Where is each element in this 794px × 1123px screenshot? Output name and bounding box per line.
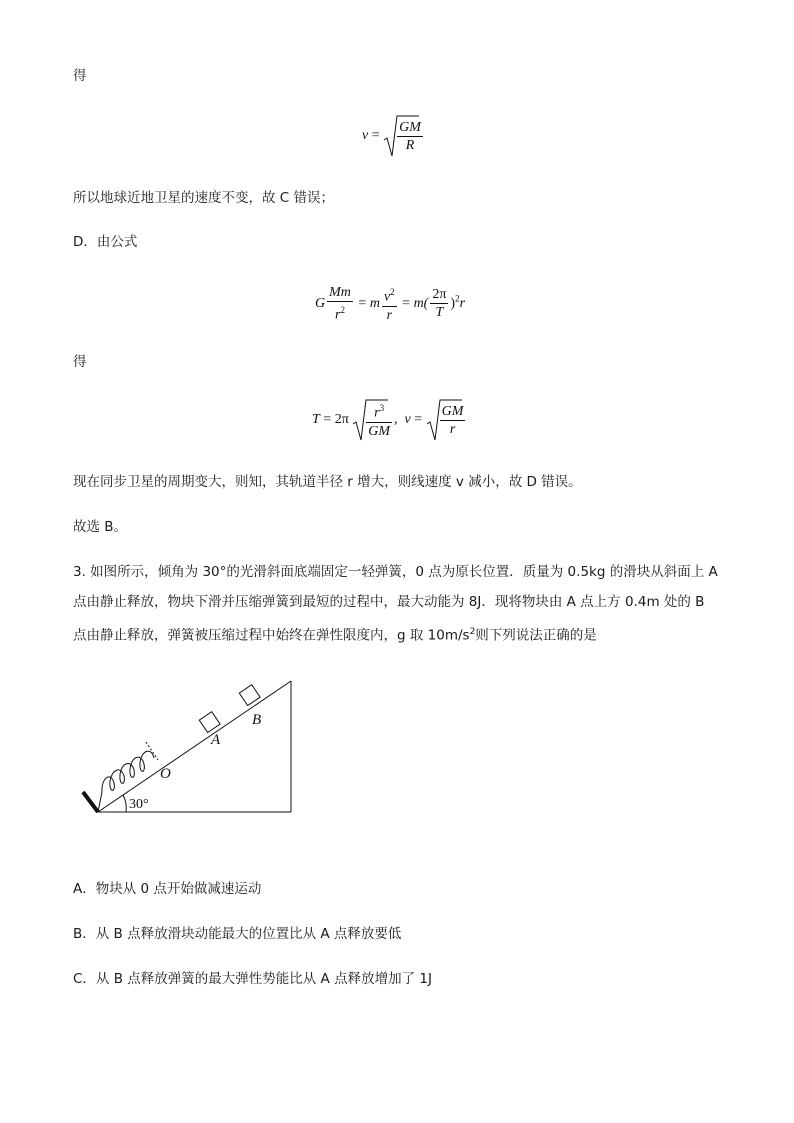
eq2-r: r	[335, 307, 341, 323]
eq2-2pi: 2π	[432, 287, 447, 303]
question3-line1: 3. 如图所示，倾角为 30°的光滑斜面底端固定一轻弹簧，0 点为原长位置．质量为 0.5kg 的滑块从斜面上 A	[73, 564, 718, 580]
equation-orbital-velocity	[362, 114, 425, 158]
eq2-G: G	[315, 296, 326, 312]
question3-line3-a: 点由静止释放，弹簧被压缩过程中始终在弹性限度内，g 取 10m/s	[73, 627, 470, 644]
block-a-icon	[199, 712, 220, 733]
eq2-m1: m	[369, 296, 380, 312]
eq2-v-exp: 2	[390, 287, 395, 297]
eq2-frac-v2-r	[382, 284, 397, 324]
incline-figure	[78, 672, 318, 822]
label-a: A	[211, 732, 221, 748]
incline-triangle	[98, 681, 291, 812]
angle-arc-icon	[123, 795, 126, 812]
eq3-comma: ,	[394, 412, 398, 428]
eq2-r-exp: 2	[340, 305, 345, 315]
question3-line3-b: 则下列说法正确的是	[475, 627, 597, 644]
eq3-gm: GM	[368, 423, 391, 439]
eq3-v: v	[404, 412, 411, 428]
eq3-frac-r3-gm	[366, 400, 392, 440]
eq3-r: r	[374, 405, 380, 421]
eq3-r-exp: 3	[379, 403, 385, 414]
eq3-gm2: GM	[441, 403, 464, 419]
question3-line3	[73, 622, 597, 646]
eq1-lhs: v	[362, 128, 369, 144]
eq1-fraction	[397, 119, 423, 154]
label-o: O	[160, 766, 171, 782]
label-angle: 30°	[129, 797, 149, 812]
eq2-frac-2pi-T	[430, 286, 448, 321]
text-de-2: 得	[73, 354, 87, 370]
eq1-numerator: GM	[399, 119, 421, 135]
text-d-body: 现在同步卫星的周期变大，则知，其轨道半径 r 增大，则线速度 v 减小，故 D 错误。	[73, 474, 582, 490]
wall-base-icon	[83, 792, 98, 812]
option-c: C．从 B 点释放弹簧的最大弹性势能比从 A 点释放增加了 1J	[73, 971, 432, 987]
eq3-frac-gm-r	[440, 403, 466, 438]
eq2-T: T	[435, 305, 444, 321]
text-de-1: 得	[73, 68, 87, 84]
eq2-Mm: Mm	[329, 285, 351, 300]
eq3-eq-v: =	[414, 412, 423, 428]
text-conclusion-c: 所以地球近地卫星的速度不变，故 C 错误；	[73, 190, 335, 206]
option-a: A．物块从 0 点开始做减速运动	[73, 881, 262, 897]
eq2-frac-mm-r2	[327, 284, 353, 324]
label-b: B	[252, 712, 262, 728]
eq2-close: )	[450, 296, 456, 312]
equation-period-velocity	[312, 398, 467, 442]
eq2-m2: m(	[413, 296, 429, 312]
eq2-eq-a: =	[358, 296, 367, 312]
block-b-icon	[239, 685, 260, 706]
eq3-eq: = 2π	[323, 412, 349, 428]
eq3-r-den: r	[449, 421, 456, 437]
eq2-r-end: r	[459, 296, 466, 312]
question3-line3-sup: 2	[469, 627, 476, 637]
text-d-heading: D．由公式	[73, 234, 138, 250]
equation-gravitation	[315, 284, 465, 324]
eq1-equals: =	[371, 128, 380, 144]
eq2-exp: 2	[455, 293, 460, 304]
eq2-eq-b: =	[402, 296, 411, 312]
question3-line2: 点由静止释放，物块下滑并压缩弹簧到最短的过程中，最大动能为 8J．现将物块由 A 点上方 0.4m 处的 B	[73, 594, 705, 610]
eq2-r-den: r	[386, 307, 393, 323]
eq2-v: v	[383, 289, 391, 305]
option-b: B．从 B 点释放滑块动能最大的位置比从 A 点释放要低	[73, 926, 402, 942]
eq1-denominator: R	[405, 137, 415, 153]
eq3-T: T	[312, 412, 320, 428]
text-choose-b: 故选 B。	[73, 519, 128, 535]
